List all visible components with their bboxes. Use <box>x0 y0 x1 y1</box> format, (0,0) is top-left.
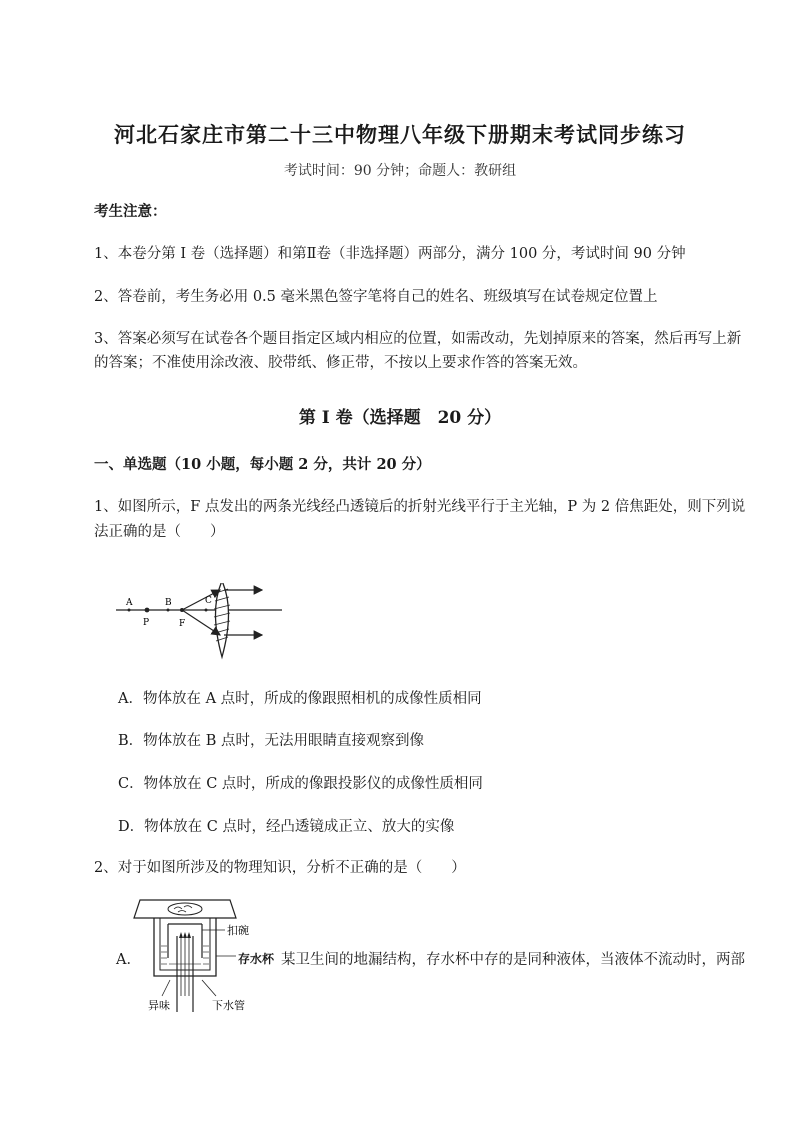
notice-item-3: 3、答案必须写在试卷各个题目指定区域内相应的位置，如需改动，先划掉原来的答案，然后再写上新的答案；不准使用涂改液、胶带纸、修正带，不按以上要求作答的答案无效。 <box>94 331 742 371</box>
section-heading: 第 I 卷（选择题 20 分） <box>298 408 502 428</box>
label-cup: 存水杯 <box>238 952 275 966</box>
lens-diagram <box>112 583 292 663</box>
question-2-stem: 2、对于如图所涉及的物理知识，分析不正确的是（ ） <box>94 860 466 876</box>
label-b: B <box>165 598 172 608</box>
question-1-option-b: B．物体放在 B 点时，无法用眼睛直接观察到像 <box>118 733 425 749</box>
notice-heading: 考生注意： <box>94 203 167 220</box>
question-2-option-a-letter: A． <box>116 952 141 968</box>
question-1-option-d: D．物体放在 C 点时，经凸透镜成正立、放大的实像 <box>118 819 455 835</box>
page-title: 河北石家庄市第二十三中物理八年级下册期末考试同步练习 <box>114 122 686 147</box>
part-heading: 一、单选题（10 小题，每小题 2 分，共计 20 分） <box>94 456 431 473</box>
label-p: P <box>143 618 150 628</box>
notice-item-2: 2、答卷前，考生务必用 0.5 毫米黑色签字笔将自己的姓名、班级填写在试卷规定位置上 <box>94 289 658 305</box>
exam-info: 考试时间：90 分钟；命题人：教研组 <box>283 163 517 179</box>
label-bowl: 扣碗 <box>227 924 249 937</box>
label-c: C <box>205 596 212 606</box>
question-1-stem: 1、如图所示，F 点发出的两条光线经凸透镜后的折射光线平行于主光轴，P 为 2 倍焦距处，则下列说法正确的是（ ） <box>94 499 746 540</box>
label-smell: 异味 <box>148 999 170 1012</box>
label-f: F <box>179 619 186 629</box>
question-1-option-a: A．物体放在 A 点时，所成的像跟照相机的成像性质相同 <box>118 691 482 707</box>
label-pipe: 下水管 <box>212 999 245 1012</box>
question-2-option-a-text: 某卫生间的地漏结构，存水杯中存的是同种液体，当液体不流动时，两部 <box>281 952 745 968</box>
question-1-option-c: C．物体放在 C 点时，所成的像跟投影仪的成像性质相同 <box>118 776 483 792</box>
notice-item-1: 1、本卷分第 I 卷（选择题）和第Ⅱ卷（非选择题）两部分，满分 100 分，考试时间 90 分钟 <box>94 246 686 262</box>
label-a: A <box>126 598 133 608</box>
